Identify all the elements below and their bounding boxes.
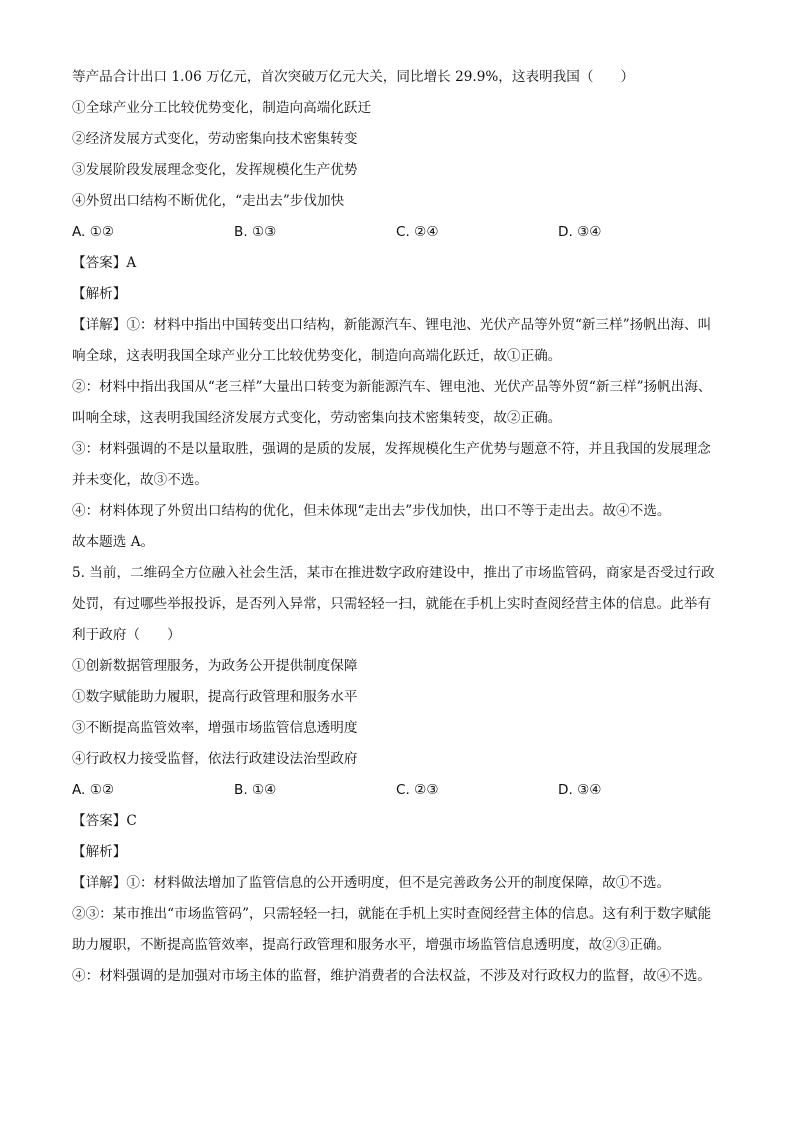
q5-detail-text-1: ①：材料做法增加了监管信息的公开透明度，但不是完善政务公开的制度保障，故①不选。 bbox=[126, 875, 671, 891]
q5-item-3: ③不断提高监管效率，增强市场监管信息透明度 bbox=[72, 720, 358, 736]
q5-item-2: ①数字赋能助力履职，提高行政管理和服务水平 bbox=[72, 689, 358, 705]
q4-options bbox=[72, 217, 722, 248]
q5-answer-tag: 【答案】 bbox=[72, 813, 127, 829]
q5-detail-1 bbox=[72, 868, 722, 899]
q5-answer-value: C bbox=[126, 813, 137, 829]
q4-detail-2: ②：材料中指出我国从“老三样”大量出口转变为新能源汽车、锂电池、光伏产品等外贸“新三样”扬帆出海、叫响全球，这表明我国经济发展方式变化，劳动密集向技术密集转变，故②正确。 bbox=[72, 379, 712, 426]
q4-option-d: D. ③④ bbox=[558, 224, 602, 240]
q4-analysis-tag: 【解析】 bbox=[72, 286, 127, 302]
q5-option-b: B. ①④ bbox=[234, 782, 277, 798]
q4-item-2: ②经济发展方式变化，劳动密集向技术密集转变 bbox=[72, 131, 358, 147]
q4-option-a: A. ①② bbox=[72, 224, 115, 240]
q5-item-1: ①创新数据管理服务，为政务公开提供制度保障 bbox=[72, 658, 358, 674]
q4-detail-4: ④：材料体现了外贸出口结构的优化，但未体现“走出去”步伐加快，出口不等于走出去。故④不选。 bbox=[72, 503, 671, 519]
q5-answer bbox=[72, 806, 722, 837]
q4-option-b: B. ①③ bbox=[234, 224, 277, 240]
q4-answer-tag: 【答案】 bbox=[72, 255, 127, 271]
document-page bbox=[72, 62, 722, 992]
q4-detail-1 bbox=[72, 310, 722, 372]
q5-stem: 5. 当前，二维码全方位融入社会生活，某市在推进数字政府建设中，推出了市场监管码，商家是否受过行政处罚，有过哪些举报投诉，是否列入异常，只需轻轻一扫，就能在手机上实时查阅经营主体的信息。此举有利于政府（ ） bbox=[72, 565, 715, 643]
q4-detail-text-1: ①：材料中指出中国转变出口结构，新能源汽车、锂电池、光伏产品等外贸“新三样”扬帆出海、叫响全球，这表明我国全球产业分工比较优势变化，制造向高端化跃迁，故①正确。 bbox=[72, 317, 712, 364]
q5-item-4: ④行政权力接受监督，依法行政建设法治型政府 bbox=[72, 751, 358, 767]
q5-options bbox=[72, 775, 722, 806]
q5-analysis-tag: 【解析】 bbox=[72, 844, 127, 860]
q5-option-c: C. ②③ bbox=[396, 782, 439, 798]
q5-detail-tag: 【详解】 bbox=[72, 875, 127, 891]
q5-detail-3: ④：材料强调的是加强对市场主体的监督，维护消费者的合法权益，不涉及对行政权力的监督，故④不选。 bbox=[72, 968, 711, 984]
q4-answer-value: A bbox=[126, 255, 137, 271]
q4-stem-tail: 等产品合计出口 1.06 万亿元，首次突破万亿元大关，同比增长 29.9%，这表明我国（ ） bbox=[72, 69, 635, 85]
q5-option-d: D. ③④ bbox=[558, 782, 602, 798]
q4-option-c: C. ②④ bbox=[396, 224, 439, 240]
q4-item-1: ①全球产业分工比较优势变化，制造向高端化跃迁 bbox=[72, 100, 372, 116]
q4-detail-tag: 【详解】 bbox=[72, 317, 127, 333]
q4-detail-3: ③：材料强调的不是以量取胜，强调的是质的发展，发挥规模化生产优势与题意不符，并且我国的发展理念并未变化，故③不选。 bbox=[72, 441, 711, 488]
q5-detail-2: ②③：某市推出“市场监管码”，只需轻轻一扫，就能在手机上实时查阅经营主体的信息。这有利于数字赋能助力履职，不断提高监管效率，提高行政管理和服务水平，增强市场监管信息透明度，故②③正确。 bbox=[72, 906, 712, 953]
q4-answer bbox=[72, 248, 722, 279]
q4-item-3: ③发展阶段发展理念变化，发挥规模化生产优势 bbox=[72, 162, 358, 178]
q4-conclusion: 故本题选 A。 bbox=[72, 534, 155, 550]
q5-option-a: A. ①② bbox=[72, 782, 115, 798]
q4-item-4: ④外贸出口结构不断优化，“走出去”步伐加快 bbox=[72, 193, 345, 209]
